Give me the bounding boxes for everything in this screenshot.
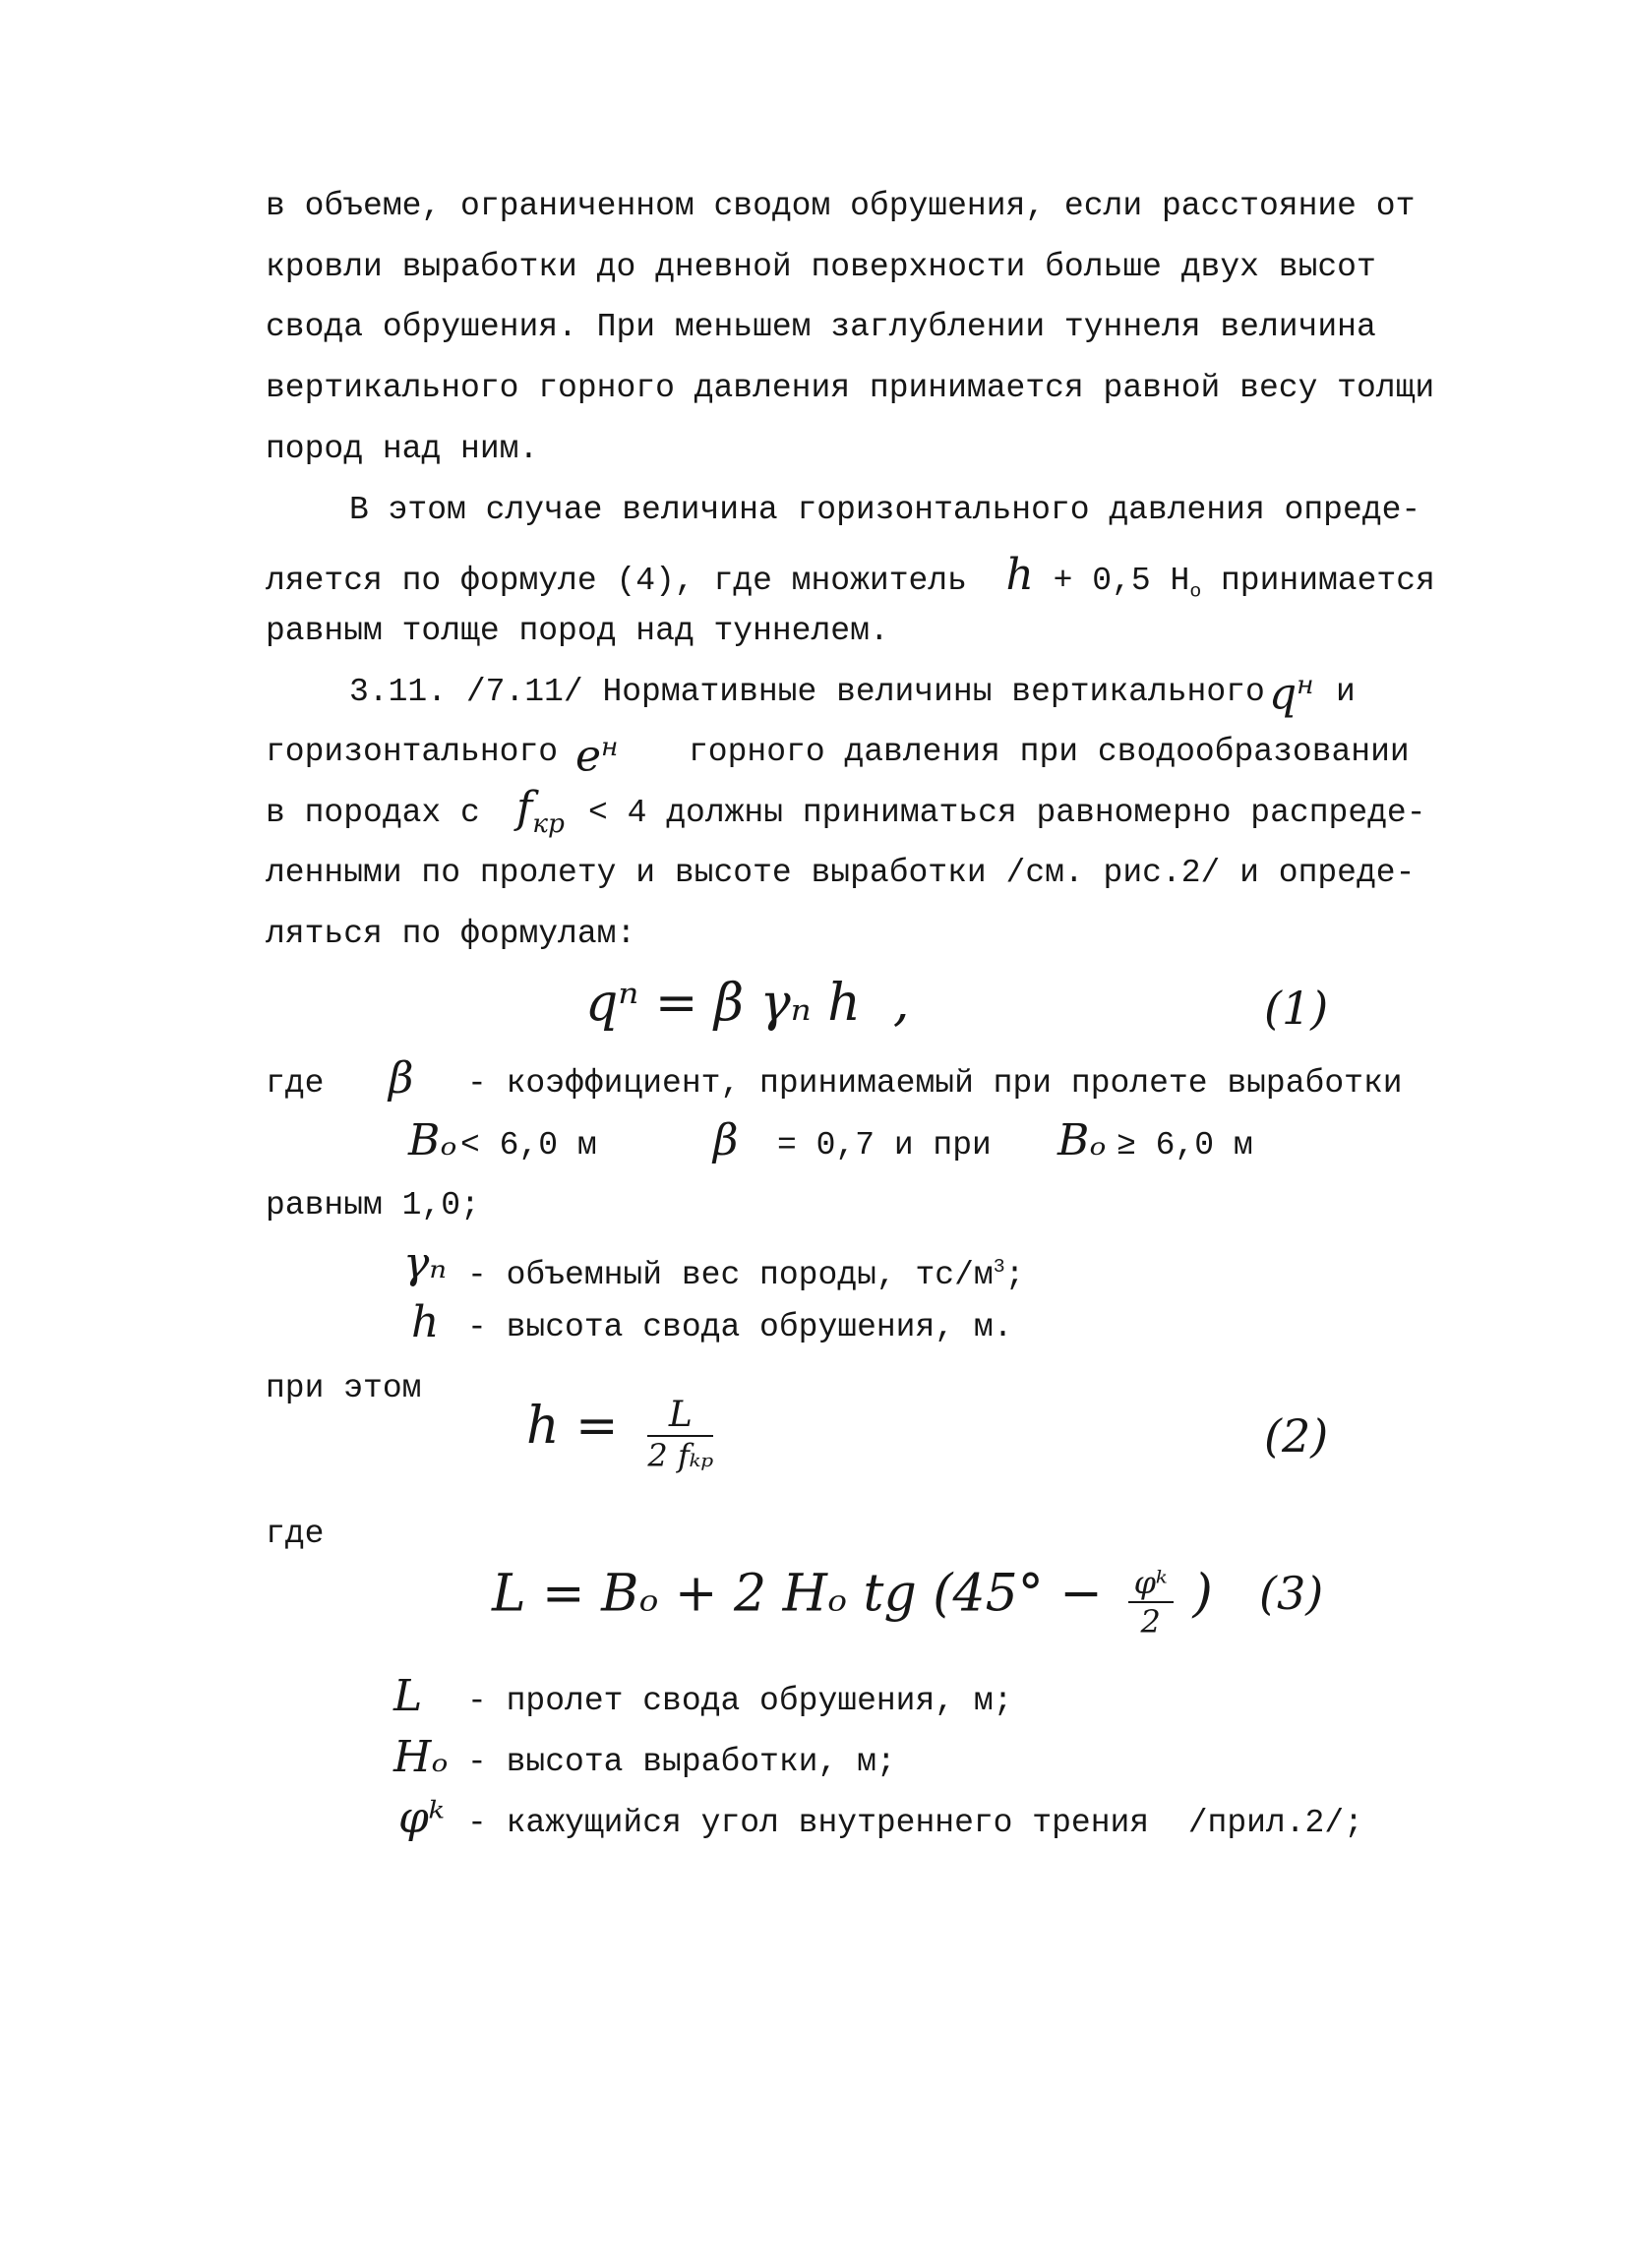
paragraph2-line3: равным толще пород над туннелем. [266,613,889,649]
f-kr-symbol: $f_{кр}$ [516,783,565,839]
section-line2-start: горизонтального [266,734,559,770]
e-normative-symbol: $e^н$ [575,731,619,782]
formula1-number: (1) [1264,982,1329,1035]
paragraph1-line5: пород над ним. [266,431,539,467]
section-line2-end: горного давления при сводообразовании [689,734,1410,770]
gamma-symbol: γₙ [403,1238,448,1288]
b0-less: < 6,0 м [460,1127,597,1164]
section-number: 3.11. /7.11/ [349,674,583,710]
formula2: h = $\frac{L}{\text{2 fₖₚ}}$ [526,1395,714,1474]
beta-symbol: β [389,1053,414,1104]
gamma-definition: - объемный вес породы, $тс/м^3$; [467,1256,1025,1293]
gde2-label: где [266,1516,325,1552]
b0-symbol: Bₒ [408,1115,457,1165]
section-line4: ленными по пролету и высоте выработки /см. рис.2/ и опреде- [266,855,1416,891]
pri-etom: при этом [266,1370,422,1406]
b0b-symbol: Bₒ [1057,1115,1107,1165]
paragraph2-line2: ляется по формуле (4), где множитель h + 0,5 $H_о$ принимается [266,550,1435,603]
section-line5: ляться по формулам: [266,916,636,952]
H0-symbol: Hₒ [393,1732,449,1782]
section-line3-end: < 4 должны приниматься равномерно распреде- [588,795,1426,831]
h-symbol: h [1005,550,1034,600]
paragraph1-line1: в объеме, ограниченном сводом обрушения, если расстояние от [266,188,1416,224]
q-normative-symbol: $q^н$ [1269,669,1314,720]
paragraph2-line1: В этом случае величина горизонтального давления опреде- [349,492,1421,528]
L-symbol: L [393,1671,423,1721]
b0-ge: ≥ 6,0 м [1117,1127,1253,1164]
H0-definition: - высота выработки, м; [467,1744,896,1780]
section-line1: 3.11. /7.11/ Нормативные величины вертикального [349,674,1265,710]
section-line3-start: в породах с [266,795,480,831]
equal-to: равным 1,0; [266,1187,480,1224]
phi-k-symbol: φᵏ [398,1793,445,1843]
beta-definition: - коэффициент, принимаемый при пролете выработки [467,1065,1403,1102]
paragraph1-line4: вертикального горного давления принимается равной весу толщи [266,370,1435,406]
formula2-number: (2) [1264,1409,1329,1462]
section-line1-and: и [1336,674,1356,710]
phi-k-definition: - кажущийся угол внутреннего трения /прил.2/; [467,1805,1363,1841]
formula1: qⁿ = β γₙ h , [585,974,910,1033]
h-def-symbol: h [411,1297,440,1347]
h-definition: - высота свода обрушения, м. [467,1309,1013,1345]
formula3: L = Bₒ + 2 Hₒ tg (45° − $\frac{\text{φᵏ}}{2}$ ) [492,1564,1213,1641]
paragraph1-line3: свода обрушения. При меньшем заглублении туннеля величина [266,309,1376,345]
paragraph1-line2: кровли выработки до дневной поверхности больше двух высот [266,249,1376,285]
gde-label: где [266,1065,325,1102]
beta2-value: = 0,7 и при [777,1127,992,1164]
beta2-symbol: β [713,1115,739,1165]
formula3-number: (3) [1259,1567,1324,1620]
L-definition: - пролет свода обрушения, м; [467,1683,1013,1719]
